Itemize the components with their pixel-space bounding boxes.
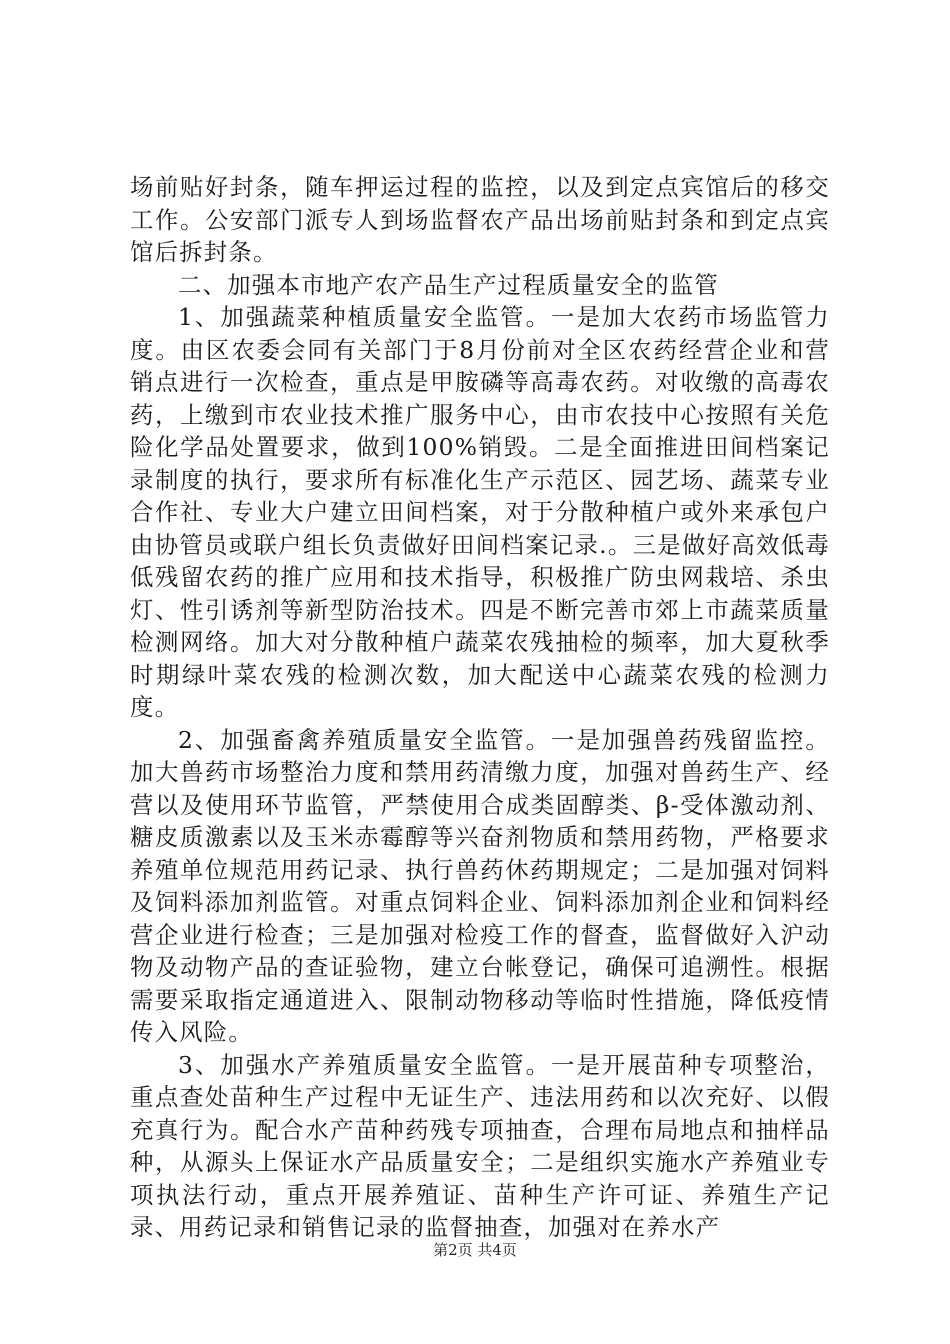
paragraph-livestock-supervision: 2、加强畜禽养殖质量安全监管。一是加强兽药残留监控。加大兽药市场整治力度和禁用药清缴力度，加强对兽药生产、经营以及使用环节监管，严禁使用合成类固醇类、β-受体激动剂、糖皮质激素以及玉米赤霉醇等兴奋剂物质和禁用药物，严格要求养殖单位规范用药记录、执行兽药休药期规定；二是加强对饲料及饲料添加剂监管。对重点饲料企业、饲料添加剂企业和饲料经营企业进行检查；三是加强对检疫工作的督查，监督做好入沪动物及动物产品的查证验物，建立台帐登记，确保可追溯性。根据需要采取指定通道进入、限制动物移动等临时性措施，降低疫情传入风险。 xyxy=(130,725,830,1046)
paragraph-aquaculture-supervision: 3、加强水产养殖质量安全监管。一是开展苗种专项整治，重点查处苗种生产过程中无证生产、违法用药和以次充好、以假充真行为。配合水产苗种药残专项抽查，合理布局地点和抽样品种，从源头上保证水产品质量安全；二是组织实施水产养殖业专项执法行动，重点开展养殖证、苗种生产许可证、养殖生产记录、用药记录和销售记录的监督抽查，加强对在养水产 xyxy=(130,1050,830,1241)
page-number: 第2页 共4页 xyxy=(433,1241,517,1259)
paragraph-continuation: 场前贴好封条，随车押运过程的监控，以及到定点宾馆后的移交工作。公安部门派专人到场监督农产品出场前贴封条和到定点宾馆后拆封条。 xyxy=(130,173,830,266)
page-footer xyxy=(0,1240,950,1260)
section-heading: 二、加强本市地产农产品生产过程质量安全的监管 xyxy=(178,270,719,299)
paragraph-vegetable-supervision: 1、加强蔬菜种植质量安全监管。一是加大农药市场监管力度。由区农委会同有关部门于8月份前对全区农药经营企业和营销点进行一次检查，重点是甲胺磷等高毒农药。对收缴的高毒农药，上缴到市农业技术推广服务中心，由市农技中心按照有关危险化学品处置要求，做到100%销毁。二是全面推进田间档案记录制度的执行，要求所有标准化生产示范区、园艺场、蔬菜专业合作社、专业大户建立田间档案，对于分散种植户或外来承包户由协管员或联户组长负责做好田间档案记录.。三是做好高效低毒低残留农药的推广应用和技术指导，积极推广防虫网栽培、杀虫灯、性引诱剂等新型防治技术。四是不断完善市郊上市蔬菜质量检测网络。加大对分散种植户蔬菜农残抽检的频率，加大夏秋季时期绿叶菜农残的检测次数，加大配送中心蔬菜农残的检测力度。 xyxy=(130,303,830,721)
document-body xyxy=(130,171,830,1244)
